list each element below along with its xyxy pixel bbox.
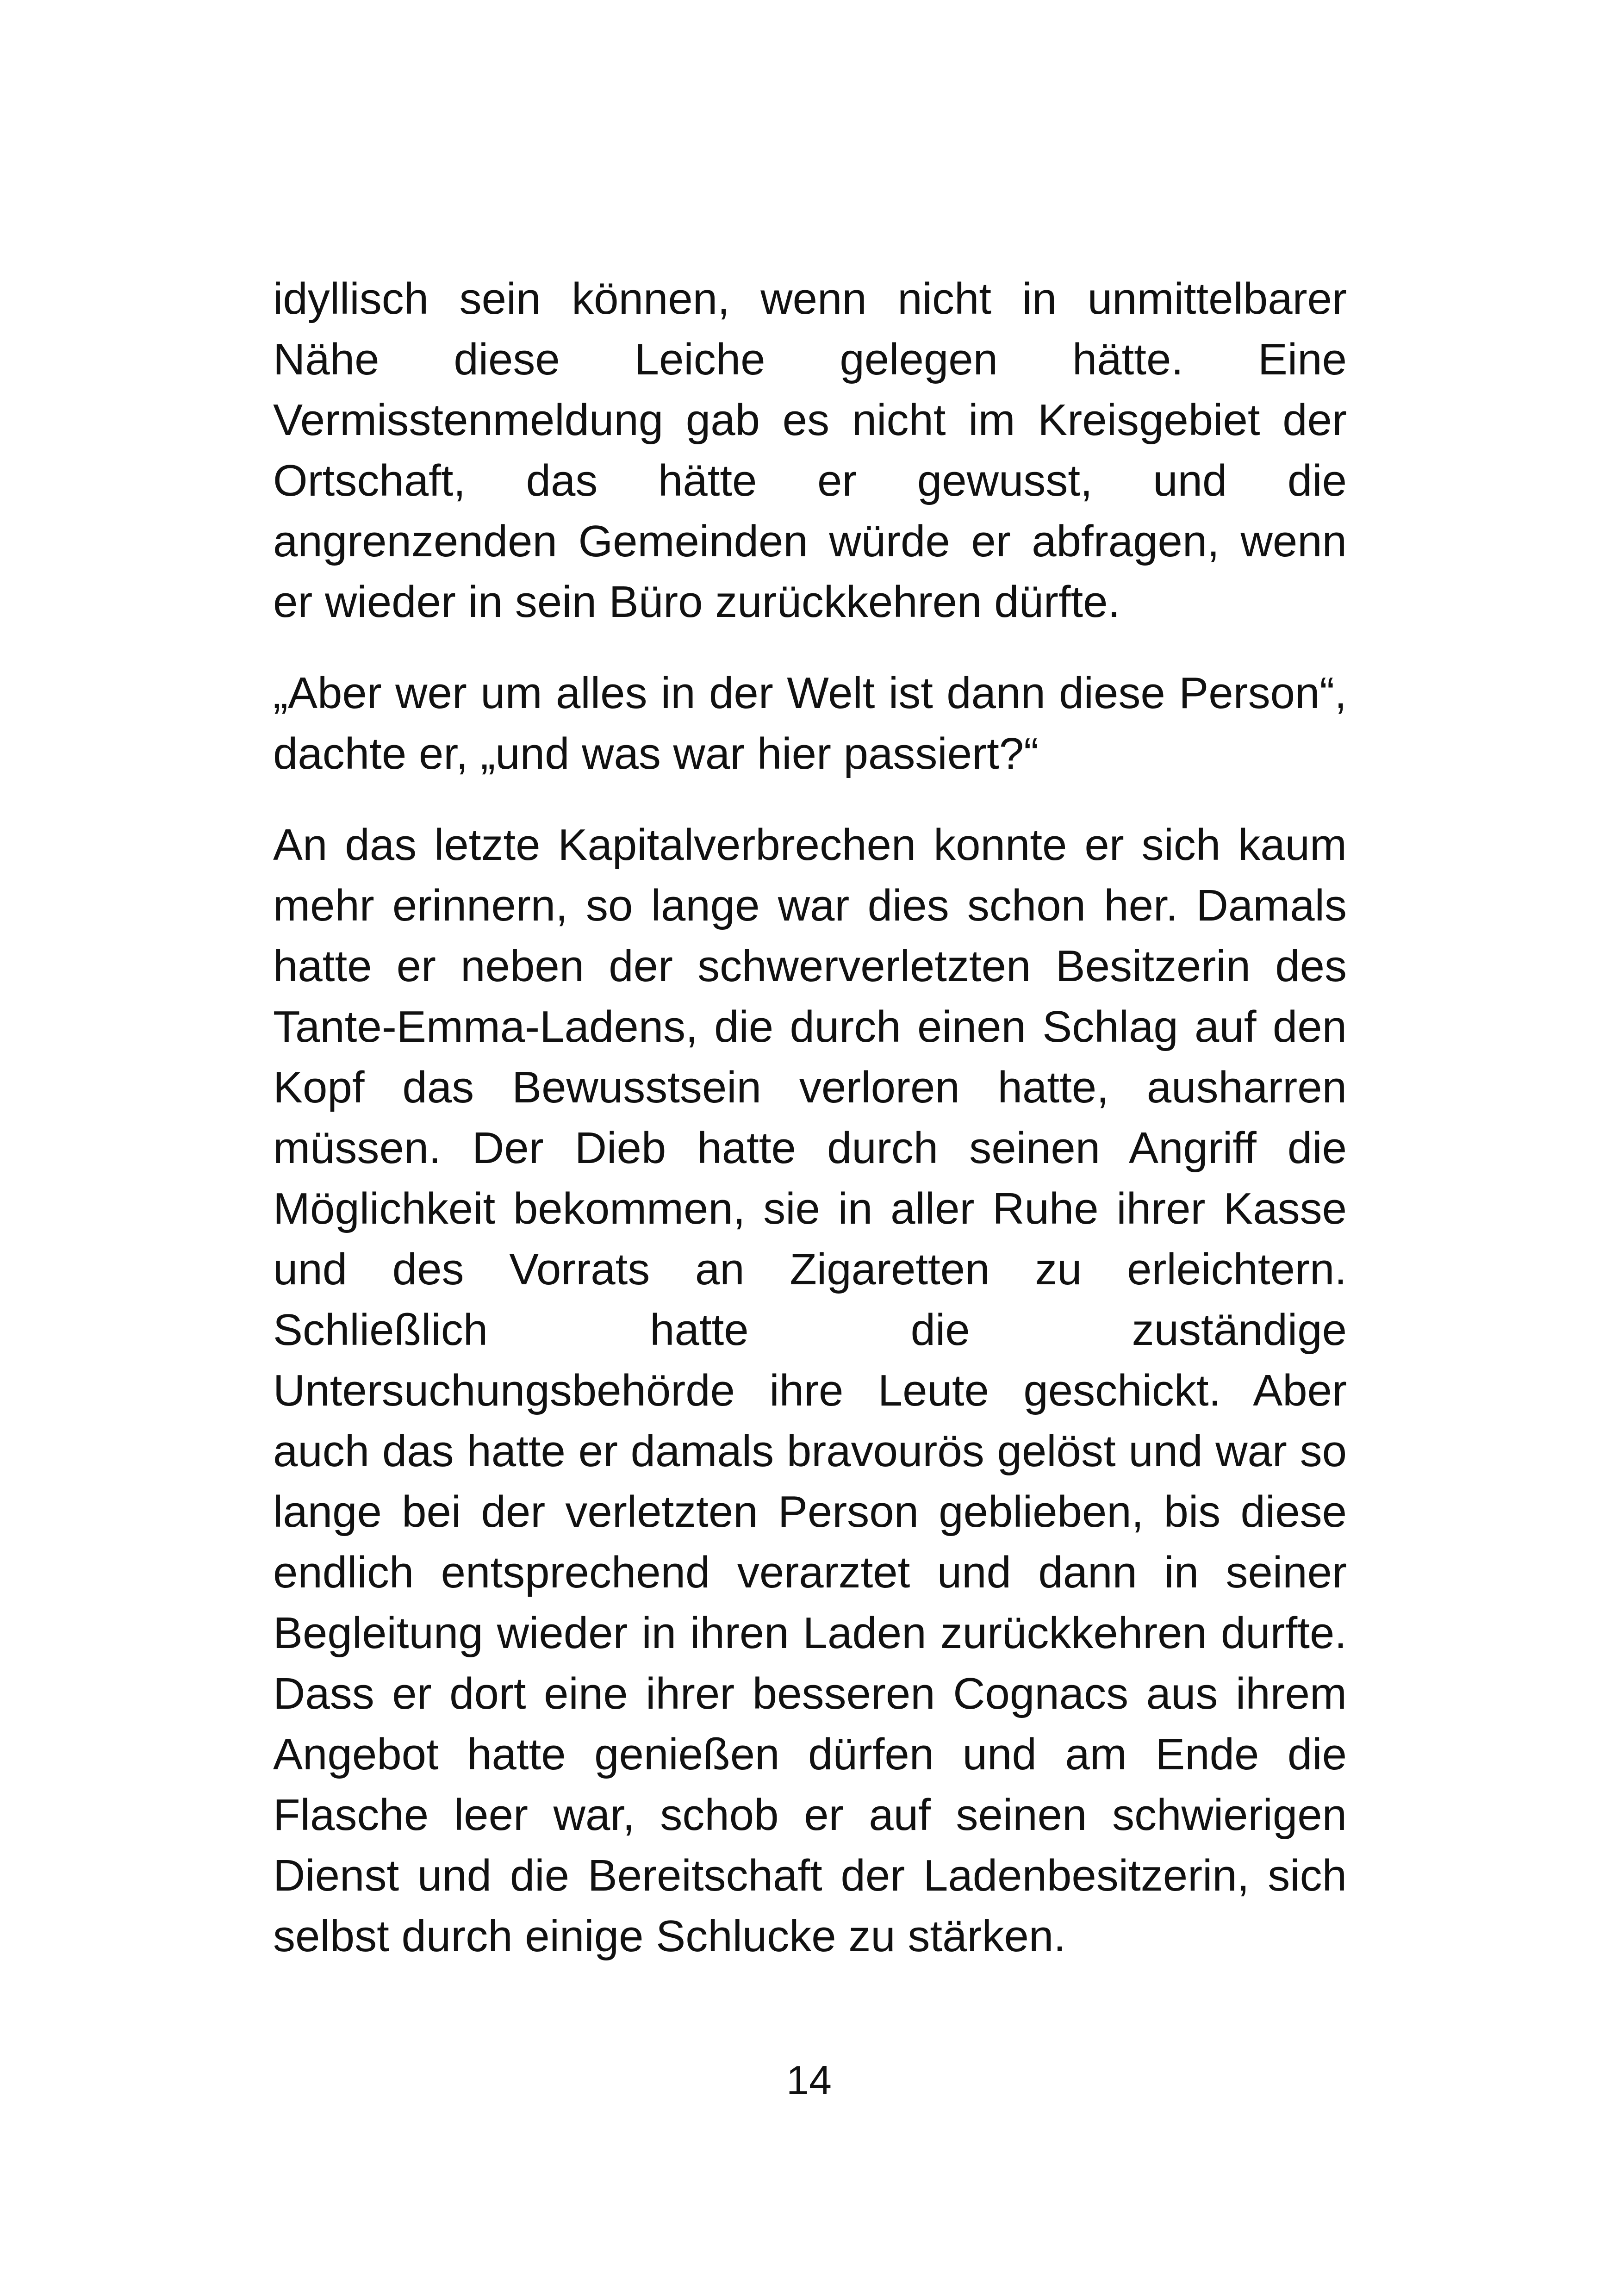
paragraph-2: „Aber wer um alles in der Welt ist dann diese Person“, dachte er, „und was war hier passiert?“ — [273, 668, 1347, 778]
page-number: 14 — [786, 2057, 832, 2103]
body-text — [273, 268, 1347, 1997]
paragraph-3: An das letzte Kapitalverbrechen konnte er sich kaum mehr erinnern, so lange war dies schon her. Damals hatte er neben der schwerverletzten Besitzerin des Tante-Emma-Ladens, die durch einen Schlag auf den Kopf das Bewusstsein verloren hatte, ausharren müssen. Der Dieb hatte durch seinen Angriff die Möglichkeit bekommen, sie in aller Ruhe ihrer Kasse und des Vorrats an Zigaretten zu erleichtern. Schließlich hatte die zuständige Untersuchungsbehörde ihre Leute geschickt. Aber auch das hatte er damals bravourös gelöst und war so lange bei der verletzten Person geblieben, bis diese endlich entsprechend verarztet und dann in seiner Begleitung wieder in ihren Laden zurückkehren durfte. Dass er dort eine ihrer besseren Cognacs aus ihrem Angebot hatte genießen dürfen und am Ende die Flasche leer war, schob er auf seinen schwierigen Dienst und die Bereitschaft der Ladenbesitzerin, sich selbst durch einige Schlucke zu stärken. — [273, 820, 1347, 1961]
paragraph-1: idyllisch sein können, wenn nicht in unmittelbarer Nähe diese Leiche gelegen hätte. Eine Vermisstenmeldung gab es nicht im Kreisgebiet der Ortschaft, das hätte er gewusst, und die angrenzenden Gemeinden würde er abfragen, wenn er wieder in sein Büro zurückkehren dürfte. — [273, 274, 1347, 627]
